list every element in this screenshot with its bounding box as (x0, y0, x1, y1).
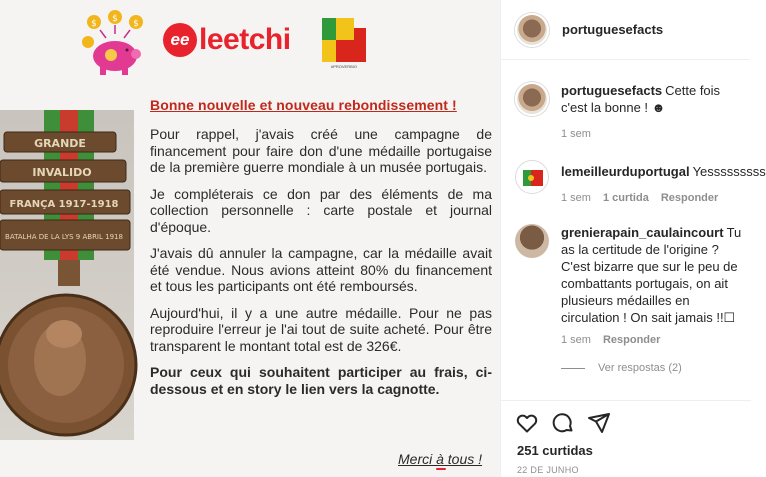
comment-icon[interactable] (551, 411, 575, 435)
comment-time[interactable]: 1 sem (561, 334, 591, 346)
view-replies-label: Ver respostas (2) (598, 362, 682, 374)
post-signature: Merci à tous ! (398, 451, 483, 467)
comment-text: Tu as la certitude de l'origine ? C'est bizarre que sur le peu de combattants portugais, on ait plusieurs médailles en circulation ! On sait jamais !!☐ (561, 225, 742, 325)
post-paragraph: Pour rappel, j'avais créé une campagne de financement pour faire don d'une médaille portugaise de la première guerre mondiale à un musée portugais. (150, 126, 492, 175)
caption-meta (561, 128, 591, 140)
comment-body (561, 160, 766, 194)
caption-text: Cette fois c'est la bonne ! ☻ (561, 83, 721, 115)
proverbio-flag-icon (322, 18, 366, 62)
caption-body (561, 82, 747, 116)
comment-meta (561, 334, 660, 346)
post-paragraph: Je compléterais ce don par des éléments de ma collection personnelle : carte postale et journal d'époque. (150, 185, 492, 235)
leetchi-mark: ee (163, 23, 197, 57)
medal-bar-3: FRANÇA 1917-1918 (9, 199, 119, 210)
comments-panel (500, 0, 766, 477)
post-paragraph-cta: Pour ceux qui souhaitent participer au frais, ci-dessous et en story le lien vers la cagnotte. (150, 364, 492, 397)
replies-divider (561, 368, 585, 369)
comment-time[interactable]: 1 sem (561, 192, 591, 204)
svg-text:$: $ (91, 19, 97, 29)
caption-username[interactable]: portuguesefacts (561, 83, 663, 98)
comment-likes[interactable]: 1 curtida (602, 192, 649, 204)
comment-body (561, 224, 747, 326)
svg-text:$: $ (112, 14, 118, 24)
likes-count[interactable]: 251 curtidas (517, 443, 593, 458)
share-icon[interactable] (587, 411, 611, 435)
medal-illustration (0, 110, 134, 440)
comment-text: Yesssssssss (692, 164, 766, 179)
actions-bar (501, 400, 751, 477)
avatar[interactable] (515, 160, 549, 194)
view-replies-button[interactable] (561, 362, 682, 374)
post-paragraph: Aujourd'hui, il y a une autre médaille. Pour ne pas reproduire l'erreur je l'ai tout de suite acheté. Pour être transparent le montant total est de 326€. (150, 304, 492, 354)
medal-bar-4: BATALHA DE LA LYS 9 ABRIL 1918 (5, 233, 123, 241)
caption-time[interactable]: 1 sem (561, 128, 591, 140)
reply-button[interactable]: Responder (602, 334, 661, 346)
post-text-block (150, 97, 492, 407)
logos-row (0, 0, 500, 88)
post-date[interactable]: 22 DE JUNHO (517, 465, 579, 475)
comment-username[interactable]: grenierapain_caulaincourt (561, 225, 724, 240)
post-paragraph: J'avais dû annuler la campagne, car la médaille avait été vendue. Nous avions atteint 80% du financement et tous les participants ont été remboursés. (150, 245, 492, 294)
comment-item (515, 224, 747, 326)
portugal-logo-icon (516, 161, 550, 195)
avatar[interactable] (515, 224, 549, 258)
avatar[interactable] (515, 13, 549, 47)
flag-caption: #PROVERBIO (330, 64, 357, 69)
post-header (501, 0, 750, 60)
post-headline: Bonne nouvelle et nouveau rebondissement ! (150, 97, 457, 113)
medal-bar-1: GRANDE (34, 137, 86, 150)
svg-text:$: $ (133, 19, 139, 29)
comment-meta (561, 192, 718, 204)
heart-icon[interactable] (515, 411, 539, 435)
leetchi-logo (163, 20, 291, 60)
medal-photo (0, 110, 134, 440)
header-username[interactable]: portuguesefacts (562, 22, 664, 37)
caption-comment (515, 82, 747, 116)
comment-item (515, 160, 766, 194)
medal-bar-2: INVALIDO (32, 166, 92, 179)
signature-accent (436, 468, 446, 470)
leetchi-wordmark: leetchi (199, 23, 291, 56)
avatar[interactable] (515, 82, 549, 116)
comment-username[interactable]: lemeilleurduportugal (561, 164, 690, 179)
action-icons (515, 411, 611, 435)
piggy-bank-icon (80, 10, 150, 78)
reply-button[interactable]: Responder (660, 192, 719, 204)
